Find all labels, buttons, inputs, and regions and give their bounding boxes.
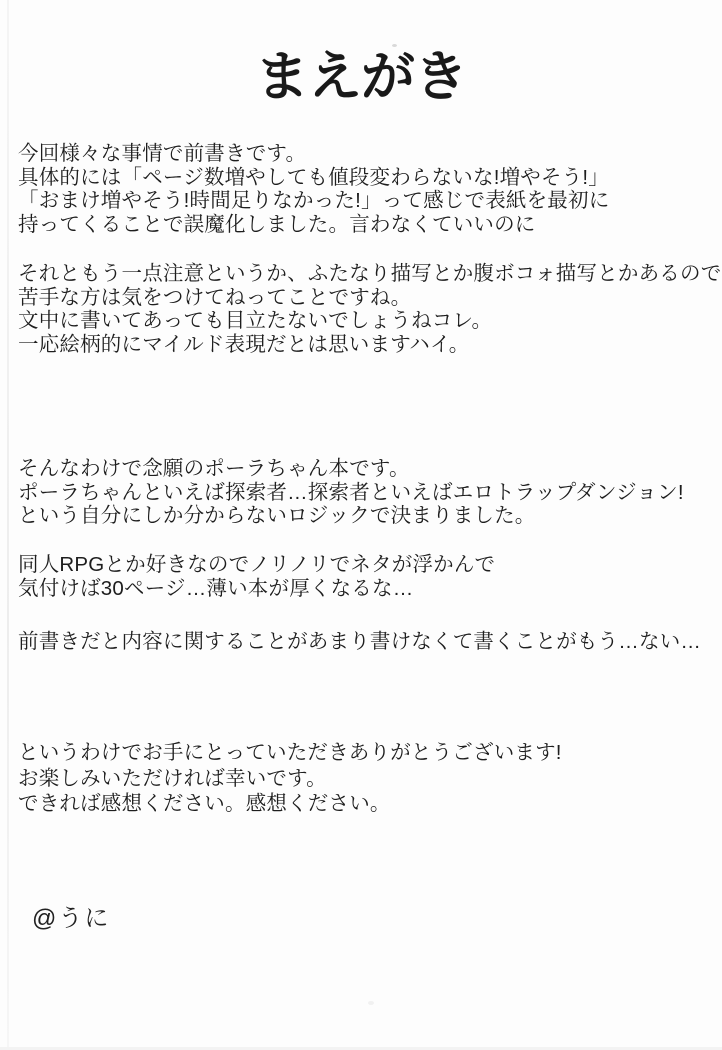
text-line: そんなわけで念願のポーラちゃん本です。 — [18, 457, 410, 480]
scan-speck — [368, 1001, 374, 1005]
paragraph-page-count — [18, 553, 495, 600]
scan-edge-artifact — [7, 0, 9, 1050]
text-line: 一応絵柄的にマイルド表現だとは思いますハイ。 — [18, 332, 470, 356]
text-line: 持ってくることで誤魔化しました。言わなくていいのに — [18, 212, 536, 236]
text-line: できれば感想ください。感想ください。 — [18, 792, 391, 815]
paragraph-intro — [18, 142, 609, 236]
text-line: 今回様々な事情で前書きです。 — [18, 142, 307, 165]
author-signature: @うに — [32, 905, 111, 932]
paragraph-aside — [18, 630, 701, 654]
text-line: 気付けば30ページ…薄い本が厚くなるな… — [18, 576, 414, 600]
paragraph-concept — [18, 457, 684, 528]
text-line: お楽しみいただければ幸いです。 — [18, 766, 327, 790]
text-line: 苦手な方は気をつけてねってことですね。 — [18, 285, 412, 309]
text-line: 同人RPGとか好きなのでノリノリでネタが浮かんで — [18, 553, 496, 576]
text-line: ポーラちゃんといえば探索者…探索者といえばエロトラップダンジョン! — [18, 480, 684, 504]
text-line: 文中に書いてあっても目立たないでしょうねコレ。 — [18, 309, 493, 332]
text-line: 「おまけ増やそう!時間足りなかった!」って感じで表紙を最初に — [18, 189, 610, 212]
paragraph-content-warning — [18, 262, 721, 356]
text-line: 具体的には「ページ数増やしても値段変わらないな!増やそう!」 — [18, 165, 609, 189]
text-line: それともう一点注意というか、ふたなり描写とか腹ボコォ描写とかあるので — [18, 262, 722, 285]
text-line: というわけでお手にとっていただきありがとうございます! — [18, 741, 562, 764]
text-line: という自分にしか分からないロジックで決まりました。 — [18, 504, 536, 527]
page-title: まえがき — [255, 47, 467, 107]
text-line: 前書きだと内容に関することがあまり書けなくて書くことがもう…ない… — [18, 630, 702, 653]
paragraph-thanks — [18, 740, 562, 817]
